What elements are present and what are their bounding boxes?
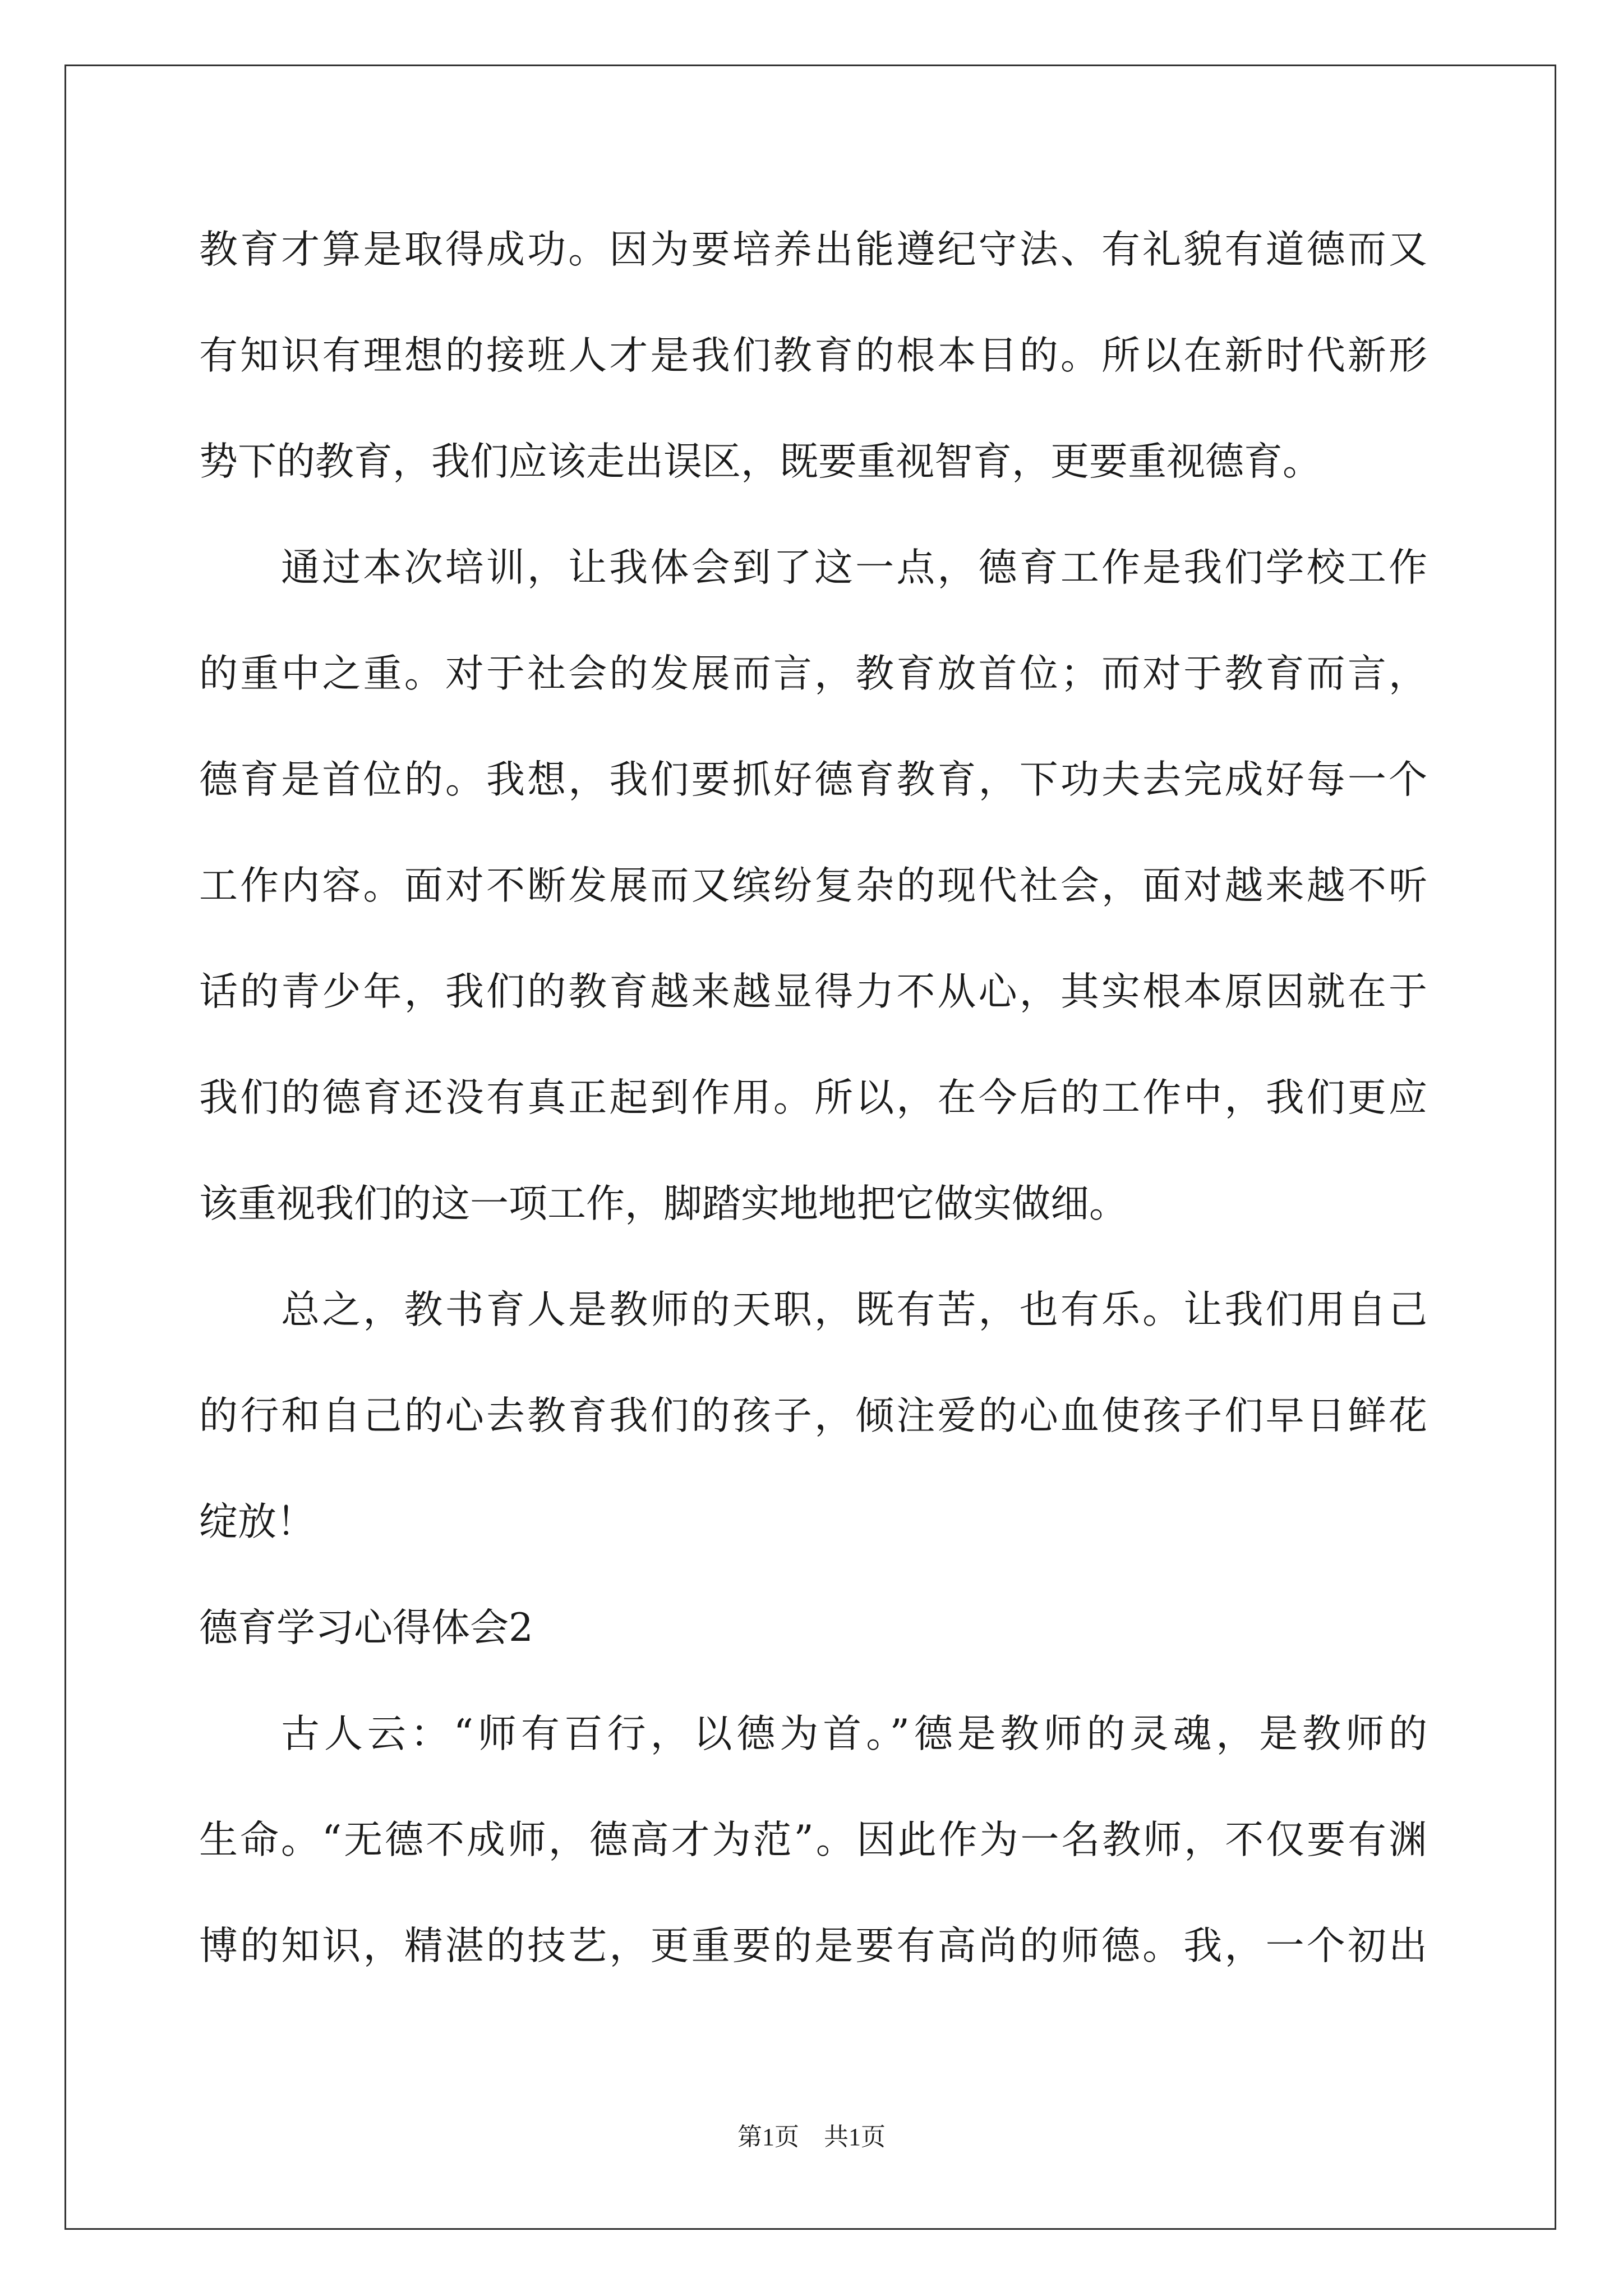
text-line: 势下的教育，我们应该走出误区，既要重视智育，更要重视德育。 <box>199 439 1321 484</box>
text-line: 话的青少年，我们的教育越来越显得力不从心，其实根本原因就在于 <box>199 969 1427 1014</box>
paragraph-first-line: 总之，教书育人是教师的天职，既有苦，也有乐。让我们用自己 <box>281 1287 1427 1332</box>
document-body <box>199 213 1427 2016</box>
text-line: 博的知识，精湛的技艺，更重要的是要有高尚的师德。我，一个初出 <box>199 1924 1427 1968</box>
page-footer <box>0 2120 1623 2154</box>
text-line: 有知识有理想的接班人才是我们教育的根本目的。所以在新时代新形 <box>199 333 1427 378</box>
section-heading: 德育学习心得体会2 <box>199 1605 533 1650</box>
paragraph-first-line: 通过本次培训，让我体会到了这一点，德育工作是我们学校工作 <box>281 545 1427 590</box>
text-line: 教育才算是取得成功。因为要培养出能遵纪守法、有礼貌有道德而又 <box>199 227 1427 272</box>
page-number: 第1页 <box>737 2123 799 2151</box>
text-line: 的重中之重。对于社会的发展而言，教育放首位；而对于教育而言， <box>199 651 1427 696</box>
text-line: 绽放！ <box>199 1499 315 1544</box>
page-total: 共1页 <box>824 2123 886 2151</box>
text-line: 该重视我们的这一项工作，脚踏实地地把它做实做细。 <box>199 1181 1128 1226</box>
paragraph-first-line: 古人云：“师有百行，以德为首。”德是教师的灵魂，是教师的 <box>281 1711 1427 1756</box>
text-line: 工作内容。面对不断发展而又缤纷复杂的现代社会，面对越来越不听 <box>199 863 1427 908</box>
text-line: 德育是首位的。我想，我们要抓好德育教育，下功夫去完成好每一个 <box>199 757 1427 802</box>
text-line: 的行和自己的心去教育我们的孩子，倾注爱的心血使孩子们早日鲜花 <box>199 1393 1427 1438</box>
text-line: 生命。“无德不成师，德高才为范”。因此作为一名教师，不仅要有渊 <box>199 1818 1427 1862</box>
text-line: 我们的德育还没有真正起到作用。所以，在今后的工作中，我们更应 <box>199 1075 1427 1120</box>
